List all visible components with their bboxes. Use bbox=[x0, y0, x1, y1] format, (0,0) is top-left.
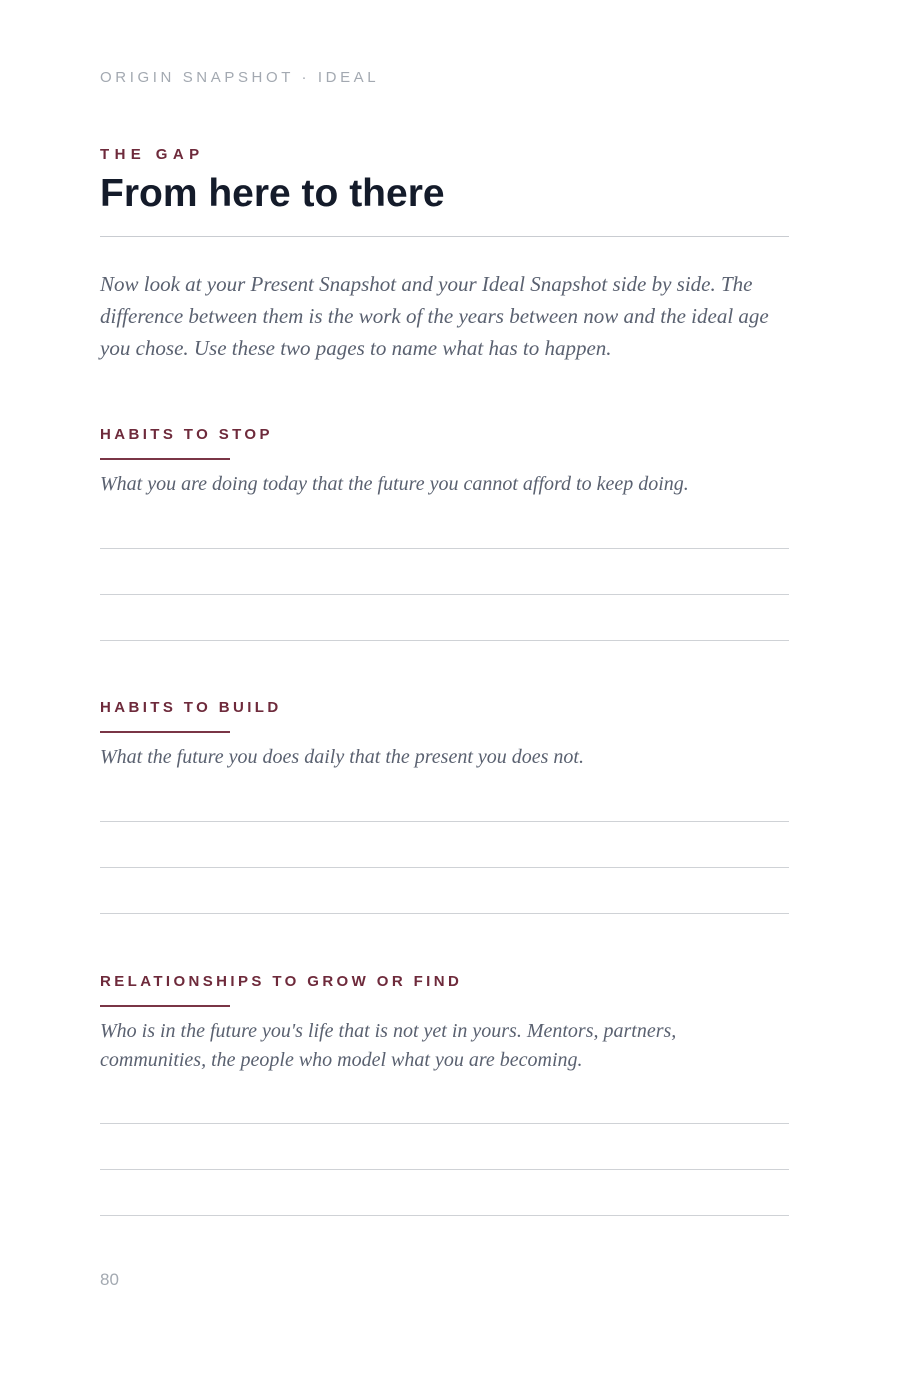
section-prompt: What the future you does daily that the present you does not. bbox=[100, 746, 584, 768]
writing-line[interactable] bbox=[100, 913, 789, 914]
writing-line[interactable] bbox=[100, 821, 789, 822]
writing-line[interactable] bbox=[100, 640, 789, 641]
writing-line[interactable] bbox=[100, 548, 789, 549]
writing-line[interactable] bbox=[100, 1123, 789, 1124]
section-heading-underline bbox=[100, 1005, 230, 1007]
writing-line[interactable] bbox=[100, 867, 789, 868]
section-heading-underline bbox=[100, 731, 230, 733]
writing-line[interactable] bbox=[100, 1215, 789, 1216]
section-heading-underline bbox=[100, 458, 230, 460]
section-eyebrow: THE GAP bbox=[100, 146, 205, 163]
writing-line[interactable] bbox=[100, 1169, 789, 1170]
section-heading: RELATIONSHIPS TO GROW OR FIND bbox=[100, 973, 463, 990]
section-prompt: Who is in the future you's life that is not yet in yours. Mentors, partners, communities, the people who model what you are becoming. bbox=[100, 1020, 677, 1071]
section-prompt: What you are doing today that the future you cannot afford to keep doing. bbox=[100, 473, 689, 495]
intro-paragraph: Now look at your Present Snapshot and your Ideal Snapshot side by side. The difference between them is the work of the years between now and the ideal age you chose. Use these two pages to name what has to happen. bbox=[100, 272, 769, 360]
page-title: From here to there bbox=[100, 172, 445, 215]
section-heading: HABITS TO STOP bbox=[100, 426, 273, 443]
running-head: ORIGIN SNAPSHOT · IDEAL bbox=[100, 69, 380, 86]
page-number: 80 bbox=[100, 1270, 119, 1289]
section-heading: HABITS TO BUILD bbox=[100, 699, 282, 716]
title-divider bbox=[100, 236, 789, 237]
writing-line[interactable] bbox=[100, 594, 789, 595]
